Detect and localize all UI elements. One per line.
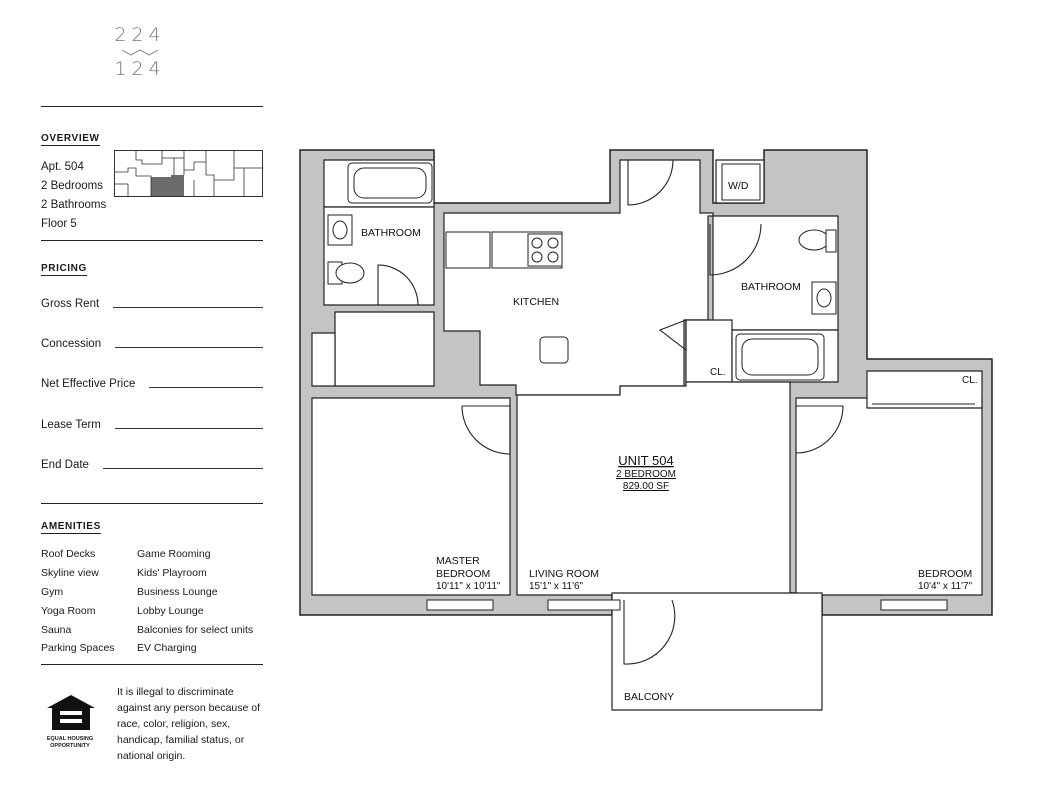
closet-label: CL. xyxy=(710,367,726,378)
amenity-item: Sauna xyxy=(41,624,72,636)
kitchen-label: KITCHEN xyxy=(513,296,560,308)
bathroom-left-label: BATHROOM xyxy=(361,227,421,239)
amenity-item: Game Rooming xyxy=(137,548,211,560)
master-bedroom-label: MASTER xyxy=(436,555,480,567)
bedroom-label: BEDROOM xyxy=(918,568,973,580)
logo-number-top: 224 xyxy=(114,24,166,46)
amenity-item: Gym xyxy=(41,586,64,598)
apartment-number: Apt. 504 xyxy=(41,161,84,173)
fair-housing-notice: It is illegal to discriminate against any person because of race, color, religion, sex, handicap, familial status, or national origin. xyxy=(117,686,261,762)
living-room-label: LIVING ROOM xyxy=(529,568,600,580)
bathroom-right-label: BATHROOM xyxy=(741,281,801,293)
equal-housing-label: EQUAL HOUSING OPPORTUNITY xyxy=(46,736,94,749)
unit-type: 2 BEDROOM xyxy=(615,469,677,480)
living-room-dimensions: 15'1" x 11'6" xyxy=(529,581,584,592)
end-date-label: End Date xyxy=(41,459,89,471)
pricing-heading: PRICING xyxy=(41,263,87,274)
amenity-item: Kids' Playroom xyxy=(137,567,207,579)
amenity-item: Roof Decks xyxy=(41,548,96,560)
amenities-heading: AMENITIES xyxy=(41,521,101,532)
floor-number: Floor 5 xyxy=(41,218,77,230)
bedroom-dimensions: 10'4" x 11'7" xyxy=(918,581,973,592)
overview-heading: OVERVIEW xyxy=(41,133,100,144)
lease-term-label: Lease Term xyxy=(41,419,101,431)
closet-label: CL. xyxy=(962,375,978,386)
unit-title: UNIT 504 xyxy=(618,453,674,468)
amenity-item: EV Charging xyxy=(137,642,197,654)
amenity-item: Business Lounge xyxy=(137,586,218,598)
amenity-item: Lobby Lounge xyxy=(137,605,204,617)
master-bedroom-dimensions: 10'11" x 10'11" xyxy=(436,581,501,592)
rooms xyxy=(312,160,982,710)
master-bedroom-label: BEDROOM xyxy=(436,568,491,580)
amenity-item: Skyline view xyxy=(41,567,99,579)
logo-number-bottom: 124 xyxy=(114,58,166,80)
amenity-item: Parking Spaces xyxy=(41,642,115,654)
gross-rent-label: Gross Rent xyxy=(41,298,100,310)
net-effective-price-label: Net Effective Price xyxy=(41,378,136,390)
bathroom-count: 2 Bathrooms xyxy=(41,199,107,211)
bedroom-count: 2 Bedrooms xyxy=(41,180,104,192)
washer-dryer-label: W/D xyxy=(728,180,749,192)
unit-area: 829.00 SF xyxy=(622,481,670,492)
balcony-label: BALCONY xyxy=(624,691,675,703)
concession-label: Concession xyxy=(41,338,102,350)
amenity-item: Balconies for select units xyxy=(137,624,254,636)
amenity-item: Yoga Room xyxy=(41,605,96,617)
